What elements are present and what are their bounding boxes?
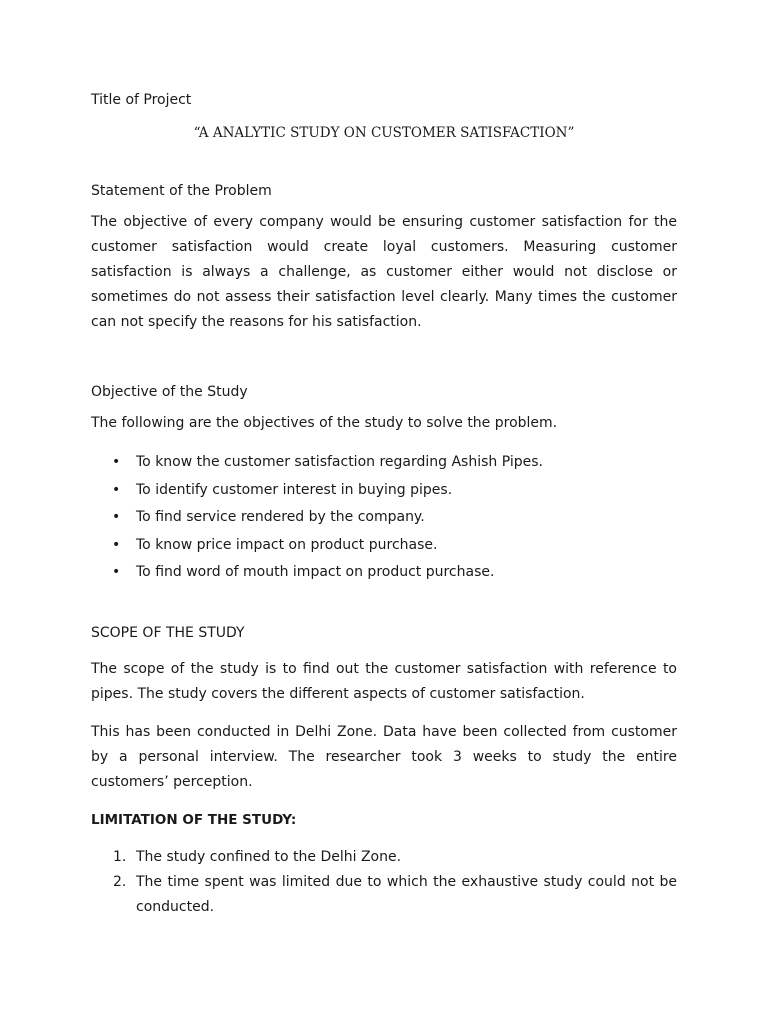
scope-paragraph-1: The scope of the study is to find out the customer satisfaction with reference to pipes. The study covers the different aspects of customer satisfaction. xyxy=(91,661,677,702)
list-number: 2. xyxy=(113,874,127,890)
problem-paragraph: The objective of every company would be ensuring customer satisfaction for the customer satisfaction would create loyal customers. Measuring customer satisfaction is always a challenge, as customer either would not disclose or sometimes do not assess their satisfaction level clearly. Many times the customer can not specify the reasons for his satisfaction. xyxy=(91,214,677,330)
title-label: Title of Project xyxy=(91,92,192,108)
project-title: “A ANALYTIC STUDY ON CUSTOMER SATISFACTION” xyxy=(193,125,575,141)
list-item xyxy=(91,845,677,870)
list-item-text: To identify customer interest in buying pipes. xyxy=(136,481,453,498)
scope-paragraph-2: This has been conducted in Delhi Zone. Data have been collected from customer by a personal interview. The researcher took 3 weeks to study the entire customers’ perception. xyxy=(91,724,677,790)
list-item-text: The time spent was limited due to which the exhaustive study could not be conducted. xyxy=(136,874,677,915)
bullet-icon: • xyxy=(112,564,121,580)
list-number: 1. xyxy=(113,849,127,865)
list-item xyxy=(91,449,677,477)
list-item xyxy=(91,532,677,560)
list-item-text: To find word of mouth impact on product purchase. xyxy=(136,564,495,580)
limitation-list xyxy=(91,845,677,920)
objective-intro: The following are the objectives of the study to solve the problem. xyxy=(91,415,558,431)
list-item xyxy=(91,870,677,920)
bullet-icon: • xyxy=(112,481,121,498)
list-item-text: To find service rendered by the company. xyxy=(136,509,425,525)
list-item xyxy=(91,477,677,505)
list-item-text: To know the customer satisfaction regarding Ashish Pipes. xyxy=(136,454,543,470)
list-item xyxy=(91,504,677,532)
limitation-heading: LIMITATION OF THE STUDY: xyxy=(91,812,297,828)
bullet-icon: • xyxy=(112,509,121,525)
bullet-icon: • xyxy=(112,454,121,470)
objective-list xyxy=(91,449,677,587)
list-item-text: To know price impact on product purchase. xyxy=(136,536,438,553)
bullet-icon: • xyxy=(112,536,121,553)
list-item-text: The study confined to the Delhi Zone. xyxy=(136,849,402,865)
objective-heading: Objective of the Study xyxy=(91,384,248,400)
scope-heading: SCOPE OF THE STUDY xyxy=(91,625,245,641)
problem-heading: Statement of the Problem xyxy=(91,183,272,199)
list-item xyxy=(91,559,677,587)
